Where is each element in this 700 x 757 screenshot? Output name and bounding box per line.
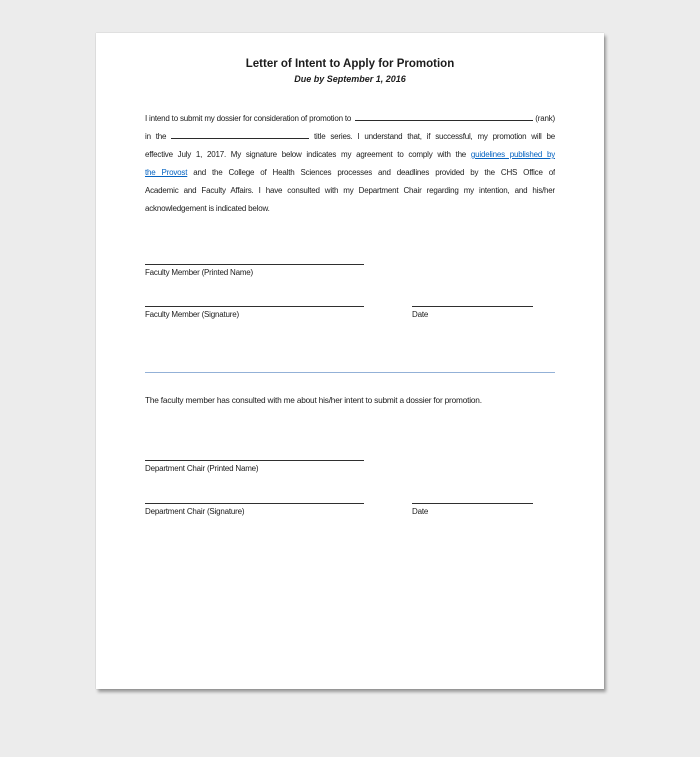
chair-signature-line: [145, 503, 364, 504]
body-text: I intend to submit my dossier for consideration of promotion to: [145, 114, 354, 123]
chair-printed-name-line: [145, 460, 364, 461]
rank-fill-in-blank: [355, 111, 533, 121]
faculty-printed-name-label: Faculty Member (Printed Name): [145, 268, 254, 277]
section-divider: [145, 372, 555, 373]
body-text: Academic and Faculty Affairs. I have consulted with my Department Chair regarding my intention, and his/her: [145, 186, 555, 195]
document-title: Letter of Intent to Apply for Promotion: [245, 58, 455, 70]
chair-date-line: [412, 503, 533, 504]
chair-date-label: Date: [412, 507, 429, 516]
faculty-signature-label: Faculty Member (Signature): [145, 310, 239, 319]
chair-signature-field: [145, 503, 364, 517]
body-text: acknowledgement is indicated below.: [145, 204, 270, 213]
document-subtitle: Due by September 1, 2016: [294, 74, 406, 84]
body-text: in the: [145, 132, 172, 141]
faculty-signature-row: [145, 306, 555, 320]
faculty-printed-name-line: [145, 264, 364, 265]
title-series-fill-in-blank: [171, 129, 309, 139]
guidelines-published-link[interactable]: guidelines published by: [470, 150, 555, 159]
body-text: (rank): [535, 114, 555, 123]
the-provost-link[interactable]: the Provost: [145, 168, 188, 177]
faculty-signature-line: [145, 306, 364, 307]
body-text: effective July 1, 2017. My signature below indicates my agreement to comply with the: [145, 150, 471, 159]
viewer-canvas: [0, 33, 700, 757]
chair-date-field: [412, 503, 533, 517]
chair-printed-name-label: Department Chair (Printed Name): [145, 464, 259, 473]
faculty-printed-name-field: [145, 264, 555, 278]
body-text: and the College of Health Sciences processes and deadlines provided by the CHS Office of: [187, 168, 555, 177]
faculty-date-label: Date: [412, 310, 429, 319]
chair-acknowledgement-note: The faculty member has consulted with me about his/her intent to submit a dossier for promotion.: [145, 395, 482, 405]
document-page: [96, 33, 604, 689]
body-text: title series. I understand that, if successful, my promotion will be: [309, 132, 555, 141]
chair-printed-name-field: [145, 460, 555, 474]
chair-signature-label: Department Chair (Signature): [145, 507, 245, 516]
chair-signature-row: [145, 503, 555, 517]
faculty-date-field: [412, 306, 533, 320]
faculty-signature-field: [145, 306, 364, 320]
faculty-date-line: [412, 306, 533, 307]
letter-body-paragraph: [145, 110, 555, 218]
